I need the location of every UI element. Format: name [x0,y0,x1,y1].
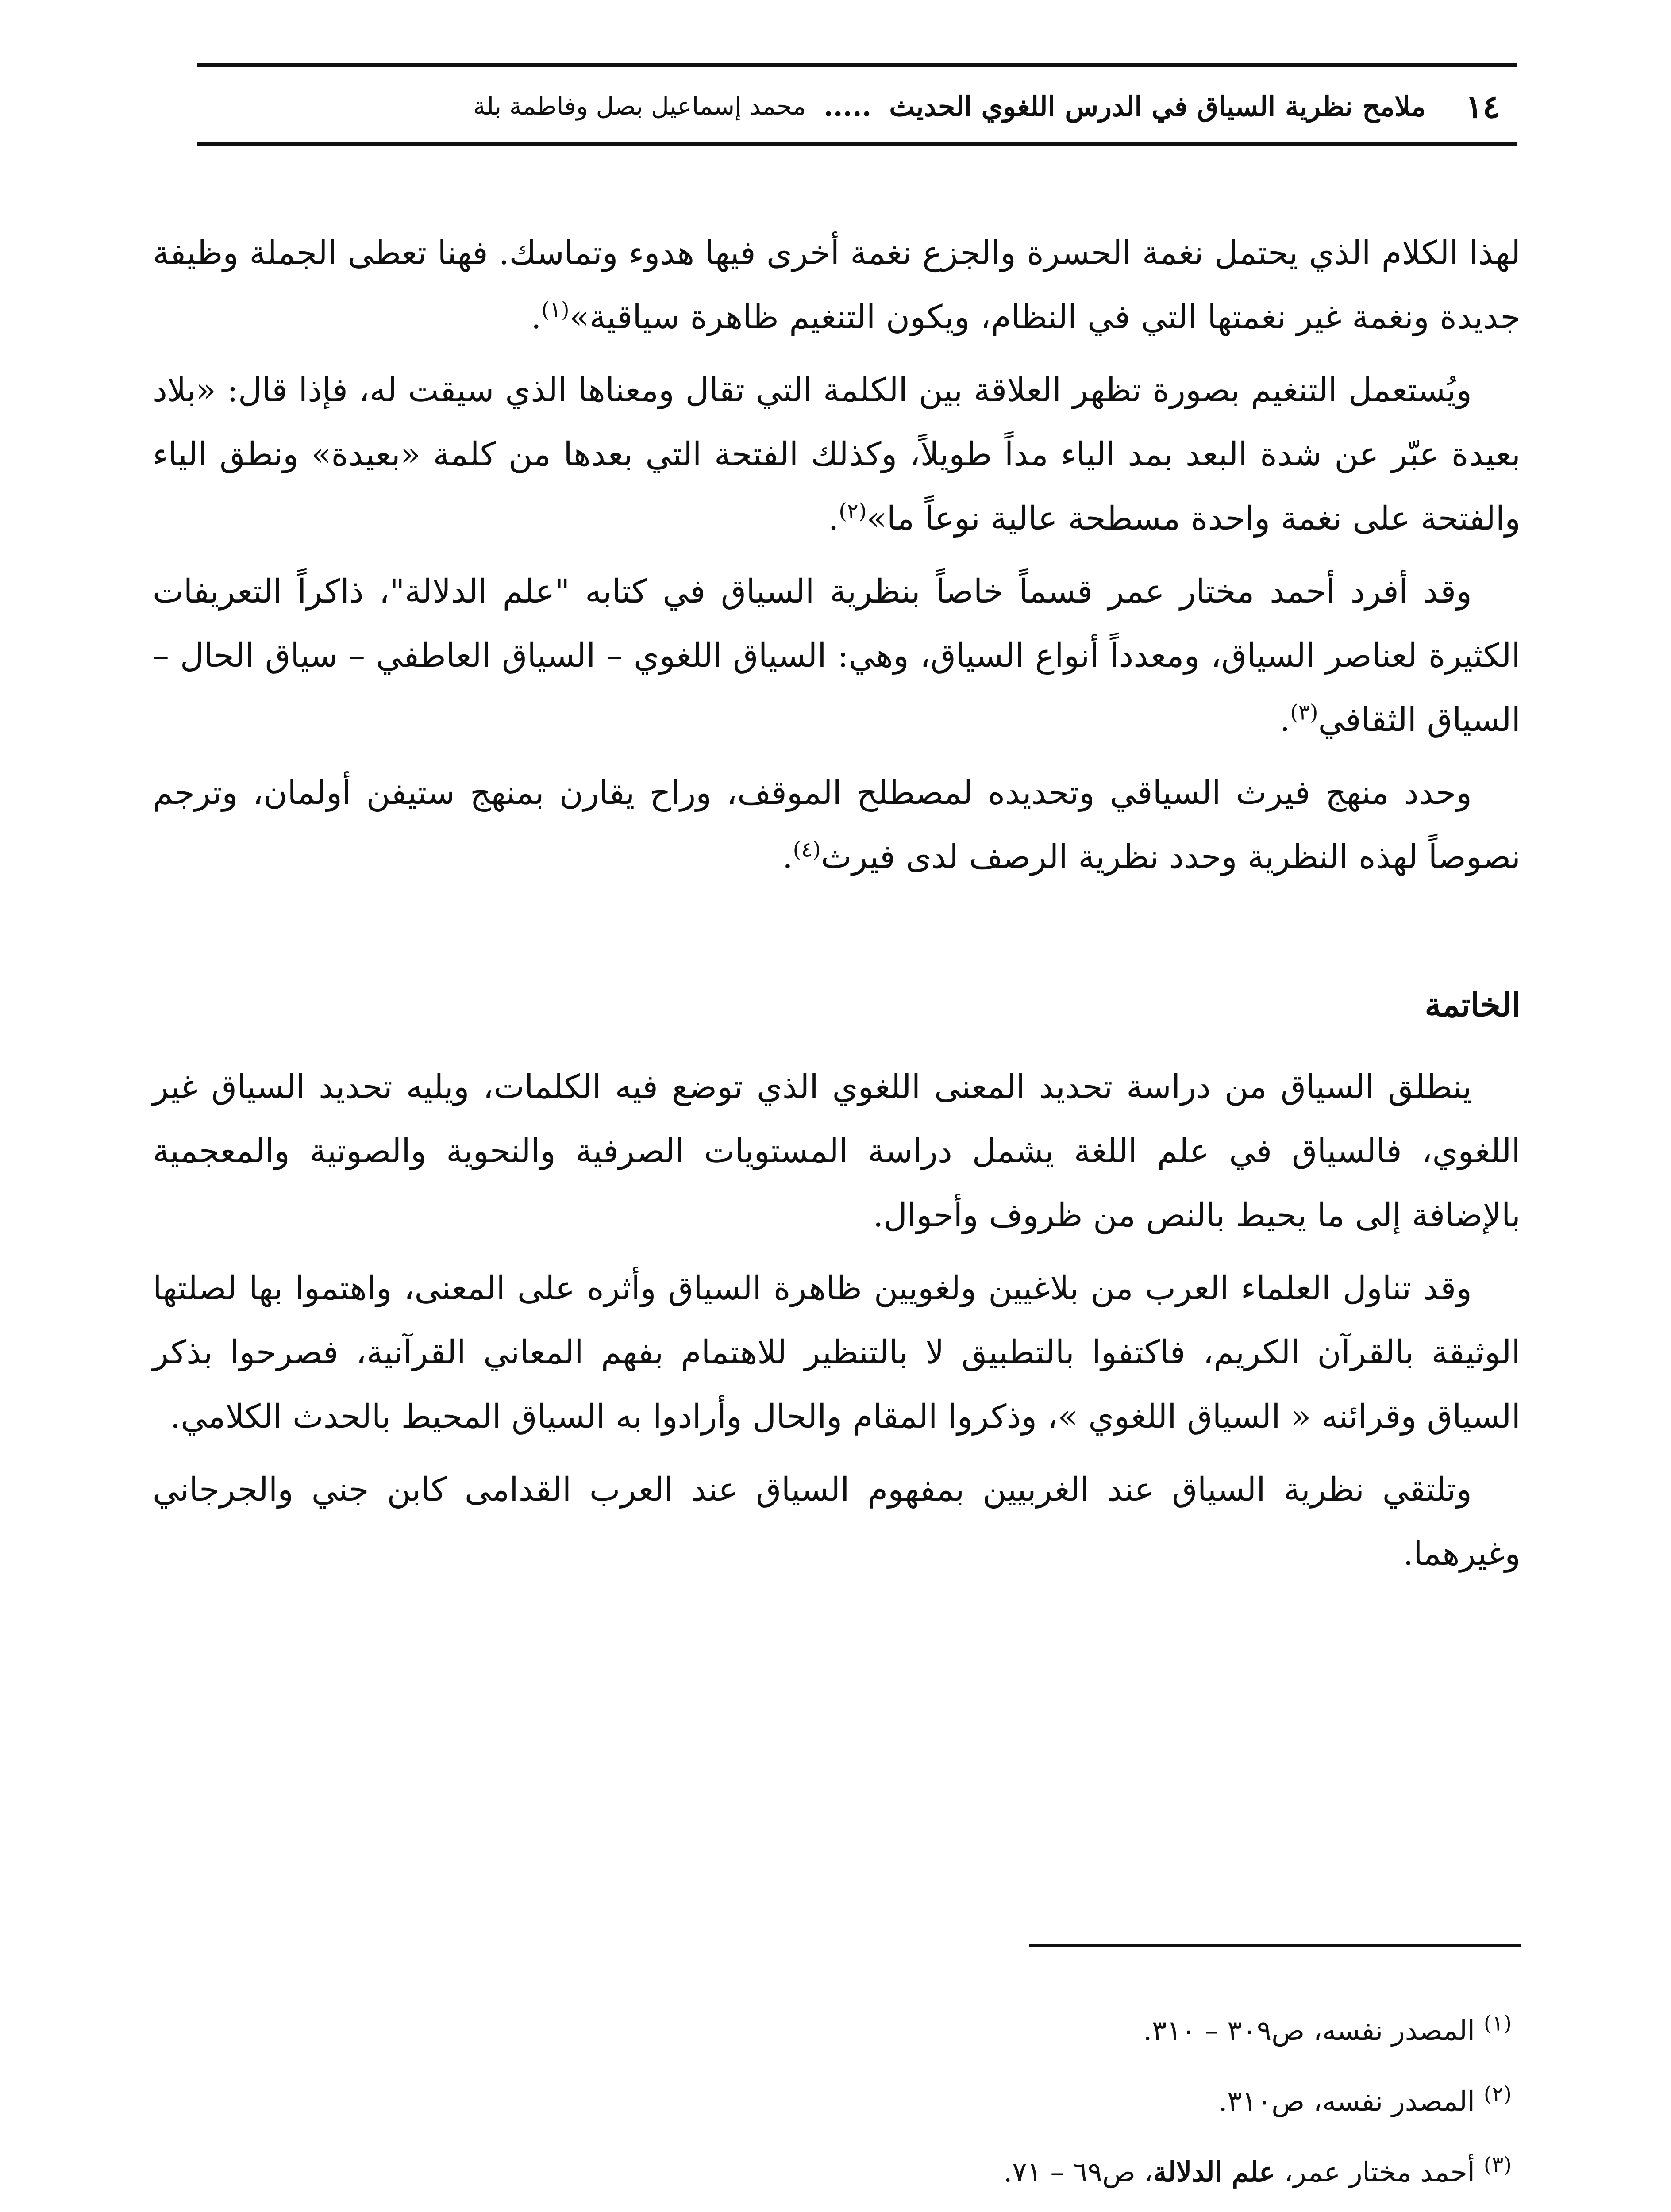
footnote-1 [1004,1995,1512,2066]
header-rule-bottom [197,142,1517,146]
paragraph-2-end: . [828,499,839,538]
footnote-ref-3: (٣) [1290,700,1318,725]
footnote-ref-4: (٤) [793,837,821,862]
paragraph-3 [153,560,1521,752]
paragraph-4-end: . [782,838,793,876]
footnote-number: (٢) [1483,2081,1512,2107]
footnote-separator [1029,1944,1521,1947]
footnote-text: المصدر نفسه، ص٣١٠. [1218,2085,1475,2117]
conclusion-paragraph-3: وتلتقي نظرية السياق عند الغربيين بمفهوم السياق عند العرب القدامى كابن جني والجرجاني وغيرهما. [153,1471,1521,1573]
paragraph-2-text: ويُستعمل التنغيم بصورة تظهر العلاقة بين الكلمة التي تقال ومعناها الذي سيقت له، فإذا قال: «بلاد بعيدة عبّر عن شدة البعد بمد الياء مداً طويلاً، وكذلك الفتحة التي بعدها من كلمة «بعيدة» ونطق الياء والفتحة على نغمة واحدة مسطحة عالية نوعاً ما» [153,371,1521,538]
footnote-4 [1004,2208,1512,2212]
running-header [197,75,1517,137]
footnote-text: أحمد مختار عمر، [1275,2156,1475,2188]
page-number: ١٤ [1465,87,1500,125]
paragraph-1 [153,221,1521,349]
paragraph-1-line-1: لهذا الكلام الذي يحتمل نغمة الحسرة والجزع نغمة أخرى فيها هدوء وتماسك. فهنا تعطى الجملة [249,234,1521,272]
footnote-text: المصدر نفسه، ص٣٠٩ – ٣١٠. [1143,2014,1475,2047]
footnote-ref-1: (١) [541,297,570,323]
paragraph-3-end: . [1279,701,1290,739]
footnote-ref-2: (٢) [839,499,867,524]
footnote-number: (٣) [1483,2152,1512,2177]
section-title-conclusion: الخاتمة [1425,986,1521,1024]
footnotes [1004,1995,1512,2212]
conclusion-paragraph-1: ينطلق السياق من دراسة تحديد المعنى اللغوي الذي توضع فيه الكلمات، ويليه تحديد السياق غير اللغوي، فالسياق في علم اللغة يشمل دراسة المستويات الصرفية والنحوية والصوتية والمعجمية بالإضافة إلى ما يحيط بالنص من ظروف وأحوال. [153,1068,1521,1234]
header-dots: ..... [824,90,872,123]
header-authors: محمد إسماعيل بصل وفاطمة بلة [473,92,806,121]
footnote-2 [1004,2066,1512,2137]
paragraph-2 [153,358,1521,551]
paragraph-1-line-2: وظيفة جديدة ونغمة غير نغمتها التي في النظام، ويكون التنغيم ظاهرة سياقية» [153,234,1521,336]
header-rule-top [197,63,1517,67]
paragraph-3-text: وقد أفرد أحمد مختار عمر قسماً خاصاً بنظرية السياق في كتابه "علم الدلالة"، ذاكراً التعريفات الكثيرة لعناصر السياق، ومعدداً أنواع السياق، وهي: السياق اللغوي – السياق العاطفي – سياق الحال – السياق الثقافي [153,572,1521,739]
footnote-3 [1004,2137,1512,2208]
paragraph-4-text: وحدد منهج فيرث السياقي وتحديده لمصطلح الموقف، وراح يقارن بمنهج ستيفن أولمان، وترجم نصوصاً لهذه النظرية وحدد نظرية الرصف لدى فيرث [153,774,1521,876]
footnote-number: (١) [1483,2011,1512,2036]
footnote-book-title: علم الدلالة [1153,2156,1276,2188]
conclusion-paragraph-2: وقد تناول العلماء العرب من بلاغيين ولغويين ظاهرة السياق وأثره على المعنى، واهتموا بها لصلتها الوثيقة بالقرآن الكريم، فاكتفوا بالتطبيق لا بالتنظير للاهتمام بفهم المعاني القرآنية، فصرحوا بذكر السياق وقرائنه « السياق اللغوي »، وذكروا المقام والحال وأرادوا به السياق المحيط بالحدث الكلامي. [153,1269,1521,1436]
footnote-text-end: ، ص٦٩ – ٧١. [1003,2156,1153,2188]
main-text [153,221,1521,1595]
paragraph-1-end: . [531,298,542,336]
header-title: ملامح نظرية السياق في الدرس اللغوي الحديث [889,90,1426,123]
paragraph-4 [153,761,1521,889]
